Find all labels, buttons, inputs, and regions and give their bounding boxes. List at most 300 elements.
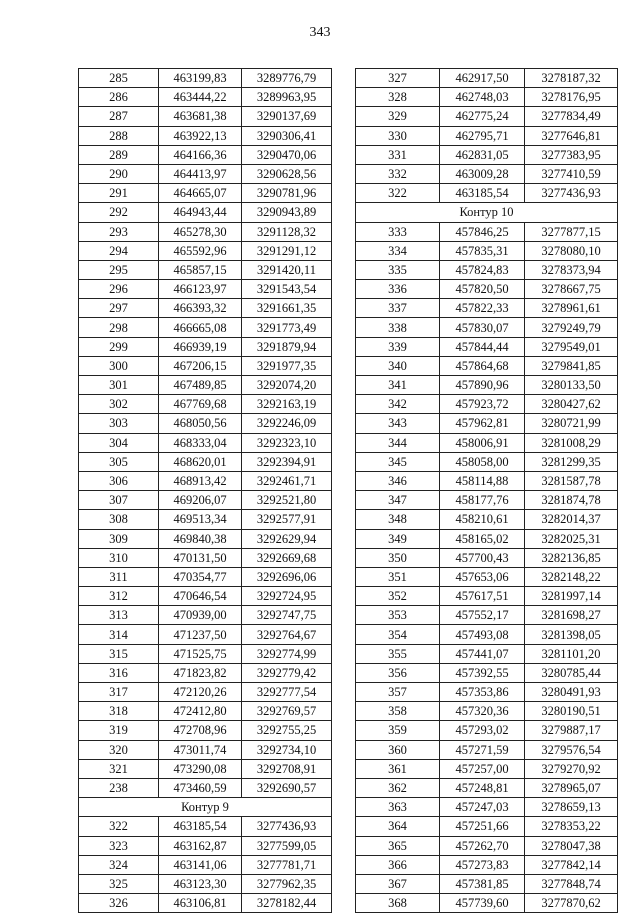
x-coordinate-cell: 471237,50 [159, 625, 242, 644]
y-coordinate-cell: 3292708,91 [242, 759, 332, 778]
y-coordinate-cell: 3292074,20 [242, 376, 332, 395]
table-row [356, 587, 618, 606]
point-number-cell: 303 [79, 414, 159, 433]
x-coordinate-cell: 469840,38 [159, 529, 242, 548]
point-number-cell: 299 [79, 337, 159, 356]
table-row [356, 433, 618, 452]
y-coordinate-cell: 3292724,95 [242, 587, 332, 606]
point-number-cell: 357 [356, 683, 440, 702]
y-coordinate-cell: 3279576,54 [525, 740, 618, 759]
point-number-cell: 304 [79, 433, 159, 452]
point-number-cell: 327 [356, 69, 440, 88]
point-number-cell: 322 [356, 184, 440, 203]
table-row [356, 145, 618, 164]
y-coordinate-cell: 3292394,91 [242, 452, 332, 471]
x-coordinate-cell: 463162,87 [159, 836, 242, 855]
table-row [79, 337, 332, 356]
table-row [79, 894, 332, 913]
x-coordinate-cell: 469206,07 [159, 491, 242, 510]
y-coordinate-cell: 3277646,81 [525, 126, 618, 145]
table-row [79, 606, 332, 625]
y-coordinate-cell: 3277781,71 [242, 855, 332, 874]
point-number-cell: 368 [356, 894, 440, 913]
point-number-cell: 316 [79, 663, 159, 682]
table-row [356, 721, 618, 740]
table-row [79, 683, 332, 702]
x-coordinate-cell: 468913,42 [159, 471, 242, 490]
x-coordinate-cell: 468333,04 [159, 433, 242, 452]
point-number-cell: 358 [356, 702, 440, 721]
point-number-cell: 301 [79, 376, 159, 395]
x-coordinate-cell: 457262,70 [440, 836, 525, 855]
point-number-cell: 340 [356, 356, 440, 375]
section-title: Контур 9 [79, 798, 332, 817]
table-row [79, 280, 332, 299]
table-row [356, 452, 618, 471]
table-row [356, 894, 618, 913]
point-number-cell: 294 [79, 241, 159, 260]
point-number-cell: 238 [79, 778, 159, 797]
y-coordinate-cell: 3278176,95 [525, 88, 618, 107]
table-row [356, 222, 618, 241]
x-coordinate-cell: 457251,66 [440, 817, 525, 836]
x-coordinate-cell: 457248,81 [440, 778, 525, 797]
table-row [356, 778, 618, 797]
y-coordinate-cell: 3292323,10 [242, 433, 332, 452]
point-number-cell: 356 [356, 663, 440, 682]
x-coordinate-cell: 457820,50 [440, 280, 525, 299]
y-coordinate-cell: 3282014,37 [525, 510, 618, 529]
table-row [356, 471, 618, 490]
table-row [79, 107, 332, 126]
x-coordinate-cell: 467206,15 [159, 356, 242, 375]
table-row [356, 395, 618, 414]
y-coordinate-cell: 3278047,38 [525, 836, 618, 855]
y-coordinate-cell: 3277410,59 [525, 164, 618, 183]
y-coordinate-cell: 3277848,74 [525, 874, 618, 893]
y-coordinate-cell: 3280785,44 [525, 663, 618, 682]
x-coordinate-cell: 463444,22 [159, 88, 242, 107]
y-coordinate-cell: 3277599,05 [242, 836, 332, 855]
table-row [356, 126, 618, 145]
page-number: 343 [309, 25, 331, 40]
x-coordinate-cell: 467769,68 [159, 395, 242, 414]
point-number-cell: 318 [79, 702, 159, 721]
table-row [79, 260, 332, 279]
x-coordinate-cell: 457247,03 [440, 798, 525, 817]
point-number-cell: 312 [79, 587, 159, 606]
table-row [79, 126, 332, 145]
x-coordinate-cell: 463123,30 [159, 874, 242, 893]
table-row [79, 587, 332, 606]
x-coordinate-cell: 457381,85 [440, 874, 525, 893]
table-row [79, 855, 332, 874]
y-coordinate-cell: 3280491,93 [525, 683, 618, 702]
x-coordinate-cell: 457824,83 [440, 260, 525, 279]
table-row [79, 145, 332, 164]
point-number-cell: 345 [356, 452, 440, 471]
x-coordinate-cell: 458165,02 [440, 529, 525, 548]
point-number-cell: 328 [356, 88, 440, 107]
table-row [79, 740, 332, 759]
table-row [79, 318, 332, 337]
table-row [79, 874, 332, 893]
x-coordinate-cell: 470354,77 [159, 567, 242, 586]
x-coordinate-cell: 457653,06 [440, 567, 525, 586]
table-row [356, 836, 618, 855]
x-coordinate-cell: 463681,38 [159, 107, 242, 126]
point-number-cell: 309 [79, 529, 159, 548]
point-number-cell: 288 [79, 126, 159, 145]
y-coordinate-cell: 3279270,92 [525, 759, 618, 778]
y-coordinate-cell: 3277877,15 [525, 222, 618, 241]
x-coordinate-cell: 466123,97 [159, 280, 242, 299]
x-coordinate-cell: 470646,54 [159, 587, 242, 606]
table-row [79, 395, 332, 414]
coordinates-table-left [78, 68, 332, 913]
y-coordinate-cell: 3292629,94 [242, 529, 332, 548]
x-coordinate-cell: 463185,54 [440, 184, 525, 203]
point-number-cell: 363 [356, 798, 440, 817]
table-row [356, 683, 618, 702]
table-row [356, 702, 618, 721]
y-coordinate-cell: 3289776,79 [242, 69, 332, 88]
x-coordinate-cell: 463922,13 [159, 126, 242, 145]
y-coordinate-cell: 3278659,13 [525, 798, 618, 817]
table-row [356, 164, 618, 183]
x-coordinate-cell: 462831,05 [440, 145, 525, 164]
y-coordinate-cell: 3290137,69 [242, 107, 332, 126]
y-coordinate-cell: 3291543,54 [242, 280, 332, 299]
table-row [356, 606, 618, 625]
y-coordinate-cell: 3290628,56 [242, 164, 332, 183]
table-row [356, 625, 618, 644]
y-coordinate-cell: 3292769,57 [242, 702, 332, 721]
table-row [79, 471, 332, 490]
table-row [356, 88, 618, 107]
x-coordinate-cell: 472412,80 [159, 702, 242, 721]
x-coordinate-cell: 465592,96 [159, 241, 242, 260]
y-coordinate-cell: 3292755,25 [242, 721, 332, 740]
y-coordinate-cell: 3291128,32 [242, 222, 332, 241]
table-row [356, 184, 618, 203]
table-row [356, 798, 618, 817]
x-coordinate-cell: 462795,71 [440, 126, 525, 145]
x-coordinate-cell: 457293,02 [440, 721, 525, 740]
point-number-cell: 285 [79, 69, 159, 88]
y-coordinate-cell: 3292747,75 [242, 606, 332, 625]
table-row [356, 337, 618, 356]
x-coordinate-cell: 457864,68 [440, 356, 525, 375]
table-row [79, 817, 332, 836]
point-number-cell: 319 [79, 721, 159, 740]
y-coordinate-cell: 3292779,42 [242, 663, 332, 682]
y-coordinate-cell: 3292734,10 [242, 740, 332, 759]
x-coordinate-cell: 457835,31 [440, 241, 525, 260]
point-number-cell: 287 [79, 107, 159, 126]
table-row [79, 836, 332, 855]
point-number-cell: 365 [356, 836, 440, 855]
x-coordinate-cell: 457846,25 [440, 222, 525, 241]
table-row [79, 376, 332, 395]
point-number-cell: 293 [79, 222, 159, 241]
y-coordinate-cell: 3277834,49 [525, 107, 618, 126]
y-coordinate-cell: 3292461,71 [242, 471, 332, 490]
table-row [79, 663, 332, 682]
y-coordinate-cell: 3278373,94 [525, 260, 618, 279]
y-coordinate-cell: 3292163,19 [242, 395, 332, 414]
point-number-cell: 352 [356, 587, 440, 606]
y-coordinate-cell: 3281698,27 [525, 606, 618, 625]
x-coordinate-cell: 457700,43 [440, 548, 525, 567]
x-coordinate-cell: 457273,83 [440, 855, 525, 874]
y-coordinate-cell: 3281101,20 [525, 644, 618, 663]
point-number-cell: 348 [356, 510, 440, 529]
y-coordinate-cell: 3292777,54 [242, 683, 332, 702]
x-coordinate-cell: 464665,07 [159, 184, 242, 203]
x-coordinate-cell: 465278,30 [159, 222, 242, 241]
x-coordinate-cell: 470131,50 [159, 548, 242, 567]
point-number-cell: 314 [79, 625, 159, 644]
x-coordinate-cell: 457320,36 [440, 702, 525, 721]
table-row [356, 510, 618, 529]
section-header-row [356, 203, 618, 222]
point-number-cell: 364 [356, 817, 440, 836]
section-title: Контур 10 [356, 203, 618, 222]
point-number-cell: 313 [79, 606, 159, 625]
y-coordinate-cell: 3292690,57 [242, 778, 332, 797]
point-number-cell: 360 [356, 740, 440, 759]
point-number-cell: 297 [79, 299, 159, 318]
table-row [79, 625, 332, 644]
section-header-row [79, 798, 332, 817]
point-number-cell: 346 [356, 471, 440, 490]
table-row [356, 491, 618, 510]
x-coordinate-cell: 457890,96 [440, 376, 525, 395]
x-coordinate-cell: 457923,72 [440, 395, 525, 414]
x-coordinate-cell: 457830,07 [440, 318, 525, 337]
point-number-cell: 333 [356, 222, 440, 241]
y-coordinate-cell: 3282148,22 [525, 567, 618, 586]
x-coordinate-cell: 466665,08 [159, 318, 242, 337]
point-number-cell: 337 [356, 299, 440, 318]
table-row [79, 721, 332, 740]
table-row [79, 491, 332, 510]
x-coordinate-cell: 473011,74 [159, 740, 242, 759]
x-coordinate-cell: 457552,17 [440, 606, 525, 625]
table-row [79, 529, 332, 548]
x-coordinate-cell: 464943,44 [159, 203, 242, 222]
point-number-cell: 362 [356, 778, 440, 797]
x-coordinate-cell: 466939,19 [159, 337, 242, 356]
x-coordinate-cell: 463199,83 [159, 69, 242, 88]
table-row [356, 356, 618, 375]
point-number-cell: 359 [356, 721, 440, 740]
point-number-cell: 354 [356, 625, 440, 644]
y-coordinate-cell: 3280721,99 [525, 414, 618, 433]
x-coordinate-cell: 464166,36 [159, 145, 242, 164]
table-row [79, 644, 332, 663]
point-number-cell: 330 [356, 126, 440, 145]
table-row [356, 318, 618, 337]
y-coordinate-cell: 3291879,94 [242, 337, 332, 356]
point-number-cell: 367 [356, 874, 440, 893]
x-coordinate-cell: 458210,61 [440, 510, 525, 529]
point-number-cell: 329 [356, 107, 440, 126]
y-coordinate-cell: 3289963,95 [242, 88, 332, 107]
table-row [356, 414, 618, 433]
y-coordinate-cell: 3292521,80 [242, 491, 332, 510]
x-coordinate-cell: 473290,08 [159, 759, 242, 778]
x-coordinate-cell: 467489,85 [159, 376, 242, 395]
table-row [356, 759, 618, 778]
point-number-cell: 366 [356, 855, 440, 874]
table-row [356, 548, 618, 567]
point-number-cell: 291 [79, 184, 159, 203]
x-coordinate-cell: 457353,86 [440, 683, 525, 702]
table-row [79, 452, 332, 471]
x-coordinate-cell: 472708,96 [159, 721, 242, 740]
table-row [79, 88, 332, 107]
point-number-cell: 311 [79, 567, 159, 586]
y-coordinate-cell: 3281587,78 [525, 471, 618, 490]
point-number-cell: 326 [79, 894, 159, 913]
y-coordinate-cell: 3278961,61 [525, 299, 618, 318]
table-row [356, 241, 618, 260]
point-number-cell: 349 [356, 529, 440, 548]
y-coordinate-cell: 3281997,14 [525, 587, 618, 606]
x-coordinate-cell: 471525,75 [159, 644, 242, 663]
y-coordinate-cell: 3278187,32 [525, 69, 618, 88]
x-coordinate-cell: 457617,51 [440, 587, 525, 606]
y-coordinate-cell: 3278353,22 [525, 817, 618, 836]
table-row [356, 107, 618, 126]
y-coordinate-cell: 3282136,85 [525, 548, 618, 567]
table-row [79, 433, 332, 452]
point-number-cell: 361 [356, 759, 440, 778]
y-coordinate-cell: 3278965,07 [525, 778, 618, 797]
point-number-cell: 343 [356, 414, 440, 433]
y-coordinate-cell: 3277383,95 [525, 145, 618, 164]
point-number-cell: 305 [79, 452, 159, 471]
x-coordinate-cell: 466393,32 [159, 299, 242, 318]
x-coordinate-cell: 473460,59 [159, 778, 242, 797]
x-coordinate-cell: 464413,97 [159, 164, 242, 183]
x-coordinate-cell: 468620,01 [159, 452, 242, 471]
x-coordinate-cell: 457441,07 [440, 644, 525, 663]
y-coordinate-cell: 3279549,01 [525, 337, 618, 356]
y-coordinate-cell: 3290781,96 [242, 184, 332, 203]
point-number-cell: 341 [356, 376, 440, 395]
point-number-cell: 315 [79, 644, 159, 663]
x-coordinate-cell: 458006,91 [440, 433, 525, 452]
point-number-cell: 335 [356, 260, 440, 279]
table-row [79, 567, 332, 586]
point-number-cell: 353 [356, 606, 440, 625]
point-number-cell: 307 [79, 491, 159, 510]
point-number-cell: 296 [79, 280, 159, 299]
table-row [79, 356, 332, 375]
table-row [79, 414, 332, 433]
point-number-cell: 323 [79, 836, 159, 855]
y-coordinate-cell: 3277962,35 [242, 874, 332, 893]
coordinates-table-right [355, 68, 618, 913]
y-coordinate-cell: 3277436,93 [525, 184, 618, 203]
point-number-cell: 292 [79, 203, 159, 222]
x-coordinate-cell: 457962,81 [440, 414, 525, 433]
point-number-cell: 355 [356, 644, 440, 663]
x-coordinate-cell: 457739,60 [440, 894, 525, 913]
y-coordinate-cell: 3290470,06 [242, 145, 332, 164]
y-coordinate-cell: 3290943,89 [242, 203, 332, 222]
table-row [356, 567, 618, 586]
table-row [79, 241, 332, 260]
x-coordinate-cell: 457844,44 [440, 337, 525, 356]
x-coordinate-cell: 462917,50 [440, 69, 525, 88]
point-number-cell: 308 [79, 510, 159, 529]
table-row [79, 69, 332, 88]
y-coordinate-cell: 3281874,78 [525, 491, 618, 510]
y-coordinate-cell: 3277436,93 [242, 817, 332, 836]
y-coordinate-cell: 3292774,99 [242, 644, 332, 663]
y-coordinate-cell: 3292669,68 [242, 548, 332, 567]
x-coordinate-cell: 463141,06 [159, 855, 242, 874]
table-row [356, 260, 618, 279]
y-coordinate-cell: 3280133,50 [525, 376, 618, 395]
x-coordinate-cell: 463185,54 [159, 817, 242, 836]
x-coordinate-cell: 469513,34 [159, 510, 242, 529]
y-coordinate-cell: 3291291,12 [242, 241, 332, 260]
x-coordinate-cell: 458114,88 [440, 471, 525, 490]
table-row [79, 299, 332, 318]
x-coordinate-cell: 463009,28 [440, 164, 525, 183]
y-coordinate-cell: 3291420,11 [242, 260, 332, 279]
point-number-cell: 331 [356, 145, 440, 164]
table-row [356, 663, 618, 682]
point-number-cell: 350 [356, 548, 440, 567]
point-number-cell: 332 [356, 164, 440, 183]
x-coordinate-cell: 458177,76 [440, 491, 525, 510]
point-number-cell: 306 [79, 471, 159, 490]
point-number-cell: 295 [79, 260, 159, 279]
point-number-cell: 324 [79, 855, 159, 874]
x-coordinate-cell: 457392,55 [440, 663, 525, 682]
x-coordinate-cell: 462775,24 [440, 107, 525, 126]
y-coordinate-cell: 3292577,91 [242, 510, 332, 529]
point-number-cell: 310 [79, 548, 159, 567]
table-row [79, 164, 332, 183]
x-coordinate-cell: 465857,15 [159, 260, 242, 279]
table-row [356, 69, 618, 88]
table-row [79, 203, 332, 222]
point-number-cell: 322 [79, 817, 159, 836]
y-coordinate-cell: 3290306,41 [242, 126, 332, 145]
table-row [79, 184, 332, 203]
table-row [356, 855, 618, 874]
y-coordinate-cell: 3292246,09 [242, 414, 332, 433]
point-number-cell: 298 [79, 318, 159, 337]
point-number-cell: 351 [356, 567, 440, 586]
table-row [356, 280, 618, 299]
point-number-cell: 344 [356, 433, 440, 452]
point-number-cell: 317 [79, 683, 159, 702]
point-number-cell: 325 [79, 874, 159, 893]
y-coordinate-cell: 3278667,75 [525, 280, 618, 299]
y-coordinate-cell: 3291773,49 [242, 318, 332, 337]
x-coordinate-cell: 457257,00 [440, 759, 525, 778]
x-coordinate-cell: 458058,00 [440, 452, 525, 471]
y-coordinate-cell: 3280427,62 [525, 395, 618, 414]
